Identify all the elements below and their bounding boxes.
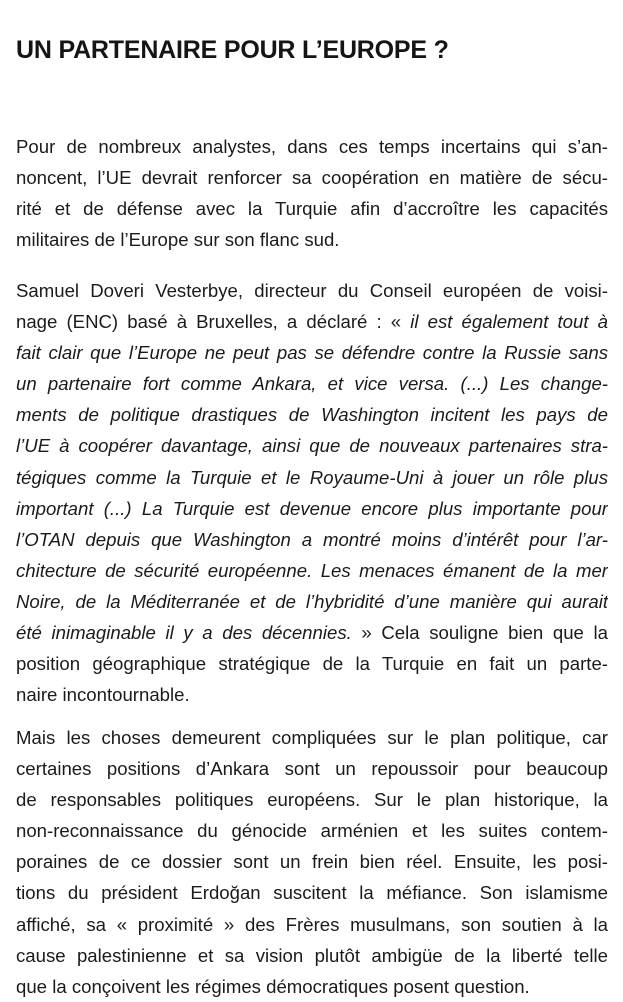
- text-line: [16, 846, 608, 877]
- quote-segment: important (...) La Turquie est devenue encore plus importante pour: [16, 497, 608, 519]
- quote-segment: fait clair que l’Europe ne peut pas se défendre contre la Russie sans: [16, 342, 608, 364]
- quote-line: [16, 430, 608, 461]
- quote-segment: tégiques comme la Turquie et le Royaume-Uni à jouer un rôle plus: [16, 466, 608, 488]
- quote-line: [16, 586, 608, 617]
- text-line: [16, 275, 608, 306]
- text-segment: tions du président Erdoğan suscitent la méfiance. Son islamisme: [16, 882, 608, 904]
- quote-line: [16, 399, 608, 430]
- text-line: [16, 815, 608, 846]
- text-segment: » Cela souligne bien que la: [351, 622, 608, 644]
- paragraph-politics: [16, 722, 608, 1002]
- text-segment: rité et de défense avec la Turquie afin d’accroître les capacités: [16, 198, 608, 220]
- text-segment: cause palestinienne et sa vision plutôt ambigüe de la liberté telle: [16, 944, 608, 966]
- paragraph-quote: [16, 275, 608, 710]
- text-segment: non-reconnaissance du génocide arménien et les suites contem-: [16, 820, 608, 842]
- text-line: [16, 617, 608, 648]
- quote-segment: il est également tout à: [410, 311, 608, 333]
- text-segment: Samuel Doveri Vesterbye, directeur du Conseil européen de voisi-: [16, 280, 608, 301]
- text-line: [16, 784, 608, 815]
- text-segment: affiché, sa « proximité » des Frères musulmans, son soutien à la: [16, 913, 608, 935]
- text-line: [16, 162, 608, 193]
- text-line: [16, 648, 608, 679]
- quote-line: [16, 337, 608, 368]
- text-line: [16, 679, 608, 710]
- text-segment: nage (ENC) basé à Bruxelles, a déclaré : «: [16, 311, 411, 333]
- quote-line: [16, 555, 608, 586]
- text-line: [16, 224, 608, 255]
- text-line: [16, 722, 608, 753]
- text-line: [16, 971, 608, 1002]
- text-segment: noncent, l’UE devrait renforcer sa coopération en matière de sécu-: [16, 167, 608, 189]
- quote-segment: un partenaire fort comme Ankara, et vice versa. (...) Les change-: [16, 373, 608, 395]
- text-line: [16, 940, 608, 971]
- quote-line: [16, 462, 608, 493]
- text-line: [16, 909, 608, 940]
- paragraph-intro: [16, 131, 608, 255]
- quote-segment: Noire, de la Méditerranée et de l’hybridité d’une manière qui aurait: [16, 590, 608, 612]
- quote-segment: chitecture de sécurité européenne. Les menaces émanent de la mer: [16, 559, 608, 581]
- quote-segment: l’OTAN depuis que Washington a montré moins d’intérêt pour l’ar-: [16, 528, 608, 550]
- text-segment: poraines de ce dossier sont un frein bien réel. Ensuite, les posi-: [16, 851, 608, 873]
- text-line: [16, 877, 608, 908]
- text-segment: position géographique stratégique de la Turquie en fait un parte-: [16, 653, 608, 675]
- article-title: UN PARTENAIRE POUR L’EUROPE ?: [16, 36, 449, 64]
- text-line: [16, 753, 608, 784]
- text-segment: militaires de l’Europe sur son flanc sud.: [16, 229, 340, 251]
- text-segment: que la conçoivent les régimes démocratiques posent question.: [16, 975, 530, 997]
- text-segment: certaines positions d’Ankara sont un repoussoir pour beaucoup: [16, 758, 608, 780]
- text-line: [16, 306, 608, 337]
- quote-line: [16, 524, 608, 555]
- text-segment: de responsables politiques européens. Sur le plan historique, la: [16, 789, 608, 811]
- quote-segment: ments de politique drastiques de Washington incitent les pays de: [16, 404, 608, 426]
- text-line: [16, 193, 608, 224]
- text-segment: Mais les choses demeurent compliquées sur le plan politique, car: [16, 727, 608, 748]
- quote-segment: été inimaginable il y a des décennies.: [16, 622, 352, 644]
- quote-line: [16, 493, 608, 524]
- quote-line: [16, 368, 608, 399]
- text-line: [16, 131, 608, 162]
- text-segment: Pour de nombreux analystes, dans ces temps incertains qui s’an-: [16, 136, 608, 157]
- text-segment: naire incontournable.: [16, 684, 190, 706]
- quote-segment: l’UE à coopérer davantage, ainsi que de nouveaux partenaires stra-: [16, 435, 608, 457]
